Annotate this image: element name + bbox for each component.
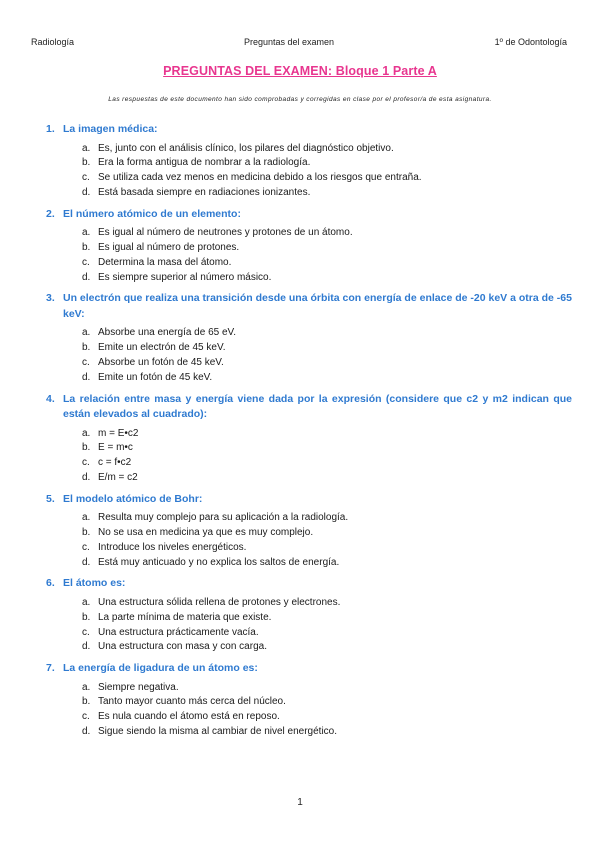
answer-option — [46, 371, 572, 386]
question-heading — [46, 207, 572, 223]
option-list — [46, 596, 572, 655]
question-number: 5. — [46, 492, 55, 505]
option-list — [46, 326, 572, 385]
question-number: 4. — [46, 392, 55, 405]
option-letter: b. — [82, 157, 91, 169]
option-letter: d. — [82, 186, 91, 198]
option-letter: d. — [82, 726, 91, 738]
answer-option — [46, 326, 572, 341]
question-text: El modelo atómico de Bohr: — [63, 492, 203, 505]
question-text: El número atómico de un elemento: — [63, 207, 241, 220]
option-letter: d. — [82, 371, 91, 383]
option-text: La parte mínima de materia que existe. — [98, 611, 272, 623]
header-subject: Radiología — [31, 37, 75, 47]
answer-option — [46, 456, 572, 471]
question-number: 3. — [46, 292, 55, 305]
option-letter: b. — [82, 696, 91, 708]
option-letter: b. — [82, 241, 91, 253]
question-item — [46, 392, 572, 486]
answer-option — [46, 186, 572, 201]
option-list — [46, 142, 572, 201]
option-text: Determina la masa del átomo. — [98, 256, 232, 268]
question-heading — [46, 661, 572, 677]
option-letter: b. — [82, 527, 91, 539]
answer-option — [46, 142, 572, 157]
option-text: Se utiliza cada vez menos en medicina debido a los riesgos que entraña. — [98, 172, 422, 184]
question-text: La relación entre masa y energía viene dada por la expresión (considere que c2 y m2 indican que están elevados al cuadrado): — [63, 392, 572, 421]
answer-option — [46, 725, 572, 740]
page-title: PREGUNTAS DEL EXAMEN: Bloque 1 Parte A — [163, 64, 437, 78]
question-heading — [46, 576, 572, 592]
question-text: La energía de ligadura de un átomo es: — [63, 662, 258, 675]
option-letter: a. — [82, 512, 91, 524]
question-heading — [46, 492, 572, 508]
answer-option — [46, 341, 572, 356]
header-course: 1º de Odontología — [494, 37, 567, 47]
option-text: Está basada siempre en radiaciones ionizantes. — [98, 186, 311, 198]
answer-option — [46, 271, 572, 286]
answer-option — [46, 226, 572, 241]
option-text: Era la forma antigua de nombrar a la radiología. — [98, 157, 311, 169]
question-heading — [46, 291, 572, 322]
answer-option — [46, 471, 572, 486]
option-text: Siempre negativa. — [98, 681, 179, 693]
option-letter: b. — [82, 611, 91, 623]
option-letter: a. — [82, 596, 91, 608]
option-text: No se usa en medicina ya que es muy complejo. — [98, 527, 314, 539]
question-item — [46, 576, 572, 655]
option-text: Introduce los niveles energéticos. — [98, 541, 247, 553]
question-heading — [46, 392, 572, 423]
option-text: Está muy anticuado y no explica los saltos de energía. — [98, 556, 340, 568]
verification-note: Las respuestas de este documento han sido comprobadas y corregidas en clase por el profesor/a de esta asignatura. — [108, 96, 492, 103]
option-letter: a. — [82, 227, 91, 239]
page-header — [31, 37, 567, 51]
option-text: Resulta muy complejo para su aplicación a la radiología. — [98, 512, 349, 524]
answer-option — [46, 526, 572, 541]
option-text: Es siempre superior al número másico. — [98, 271, 272, 283]
page-number: 1 — [297, 797, 303, 808]
option-letter: c. — [82, 626, 90, 638]
option-letter: c. — [82, 256, 90, 268]
option-text: Absorbe un fotón de 45 keV. — [98, 356, 224, 368]
option-text: c = f•c2 — [98, 457, 132, 469]
answer-option — [46, 596, 572, 611]
option-letter: a. — [82, 327, 91, 339]
answer-option — [46, 441, 572, 456]
header-doc-title: Preguntas del examen — [244, 37, 335, 47]
question-text: El átomo es: — [63, 577, 126, 590]
option-list — [46, 427, 572, 486]
option-letter: a. — [82, 681, 91, 693]
answer-option — [46, 681, 572, 696]
option-letter: c. — [82, 356, 90, 368]
option-list — [46, 226, 572, 285]
question-item — [46, 492, 572, 571]
answer-option — [46, 356, 572, 371]
option-text: E = m•c — [98, 442, 133, 454]
answer-option — [46, 427, 572, 442]
answer-option — [46, 640, 572, 655]
question-item — [46, 207, 572, 286]
option-letter: d. — [82, 556, 91, 568]
answer-option — [46, 256, 572, 271]
option-text: Sigue siendo la misma al cambiar de nivel energético. — [98, 726, 338, 738]
option-letter: a. — [82, 427, 91, 439]
option-text: Es, junto con el análisis clínico, los pilares del diagnóstico objetivo. — [98, 142, 394, 154]
question-list — [46, 122, 572, 740]
option-text: Emite un electrón de 45 keV. — [98, 342, 226, 354]
option-letter: b. — [82, 442, 91, 454]
option-text: Es igual al número de neutrones y protones de un átomo. — [98, 227, 353, 239]
option-text: E/m = c2 — [98, 471, 138, 483]
option-text: Una estructura con masa y con carga. — [98, 641, 267, 653]
answer-option — [46, 710, 572, 725]
question-number: 1. — [46, 123, 55, 135]
option-letter: d. — [82, 471, 91, 483]
question-item — [46, 122, 572, 201]
question-item — [46, 291, 572, 385]
answer-option — [46, 695, 572, 710]
answer-option — [46, 511, 572, 526]
option-letter: d. — [82, 641, 91, 653]
option-letter: c. — [82, 457, 90, 469]
option-text: Emite un fotón de 45 keV. — [98, 371, 213, 383]
option-text: Tanto mayor cuanto más cerca del núcleo. — [98, 696, 286, 708]
option-letter: c. — [82, 711, 90, 723]
option-text: Es nula cuando el átomo está en reposo. — [98, 711, 280, 723]
option-text: Absorbe una energía de 65 eV. — [98, 327, 237, 339]
option-letter: a. — [82, 142, 91, 154]
option-letter: c. — [82, 172, 90, 184]
answer-option — [46, 611, 572, 626]
option-letter: c. — [82, 541, 90, 553]
question-heading — [46, 122, 572, 138]
answer-option — [46, 556, 572, 571]
answer-option — [46, 241, 572, 256]
option-text: Es igual al número de protones. — [98, 241, 240, 253]
option-text: m = E•c2 — [98, 427, 139, 439]
question-number: 2. — [46, 207, 55, 220]
option-letter: d. — [82, 271, 91, 283]
option-list — [46, 511, 572, 570]
option-text: Una estructura prácticamente vacía. — [98, 626, 259, 638]
answer-option — [46, 626, 572, 641]
question-number: 7. — [46, 662, 55, 675]
answer-option — [46, 156, 572, 171]
answer-option — [46, 171, 572, 186]
question-text: La imagen médica: — [63, 123, 158, 135]
option-list — [46, 681, 572, 740]
answer-option — [46, 541, 572, 556]
question-text: Un electrón que realiza una transición desde una órbita con energía de enlace de -20 keV a otra de -65 keV: — [63, 292, 572, 320]
option-letter: b. — [82, 342, 91, 354]
question-number: 6. — [46, 577, 55, 590]
option-text: Una estructura sólida rellena de protones y electrones. — [98, 596, 341, 608]
question-item — [46, 661, 572, 740]
